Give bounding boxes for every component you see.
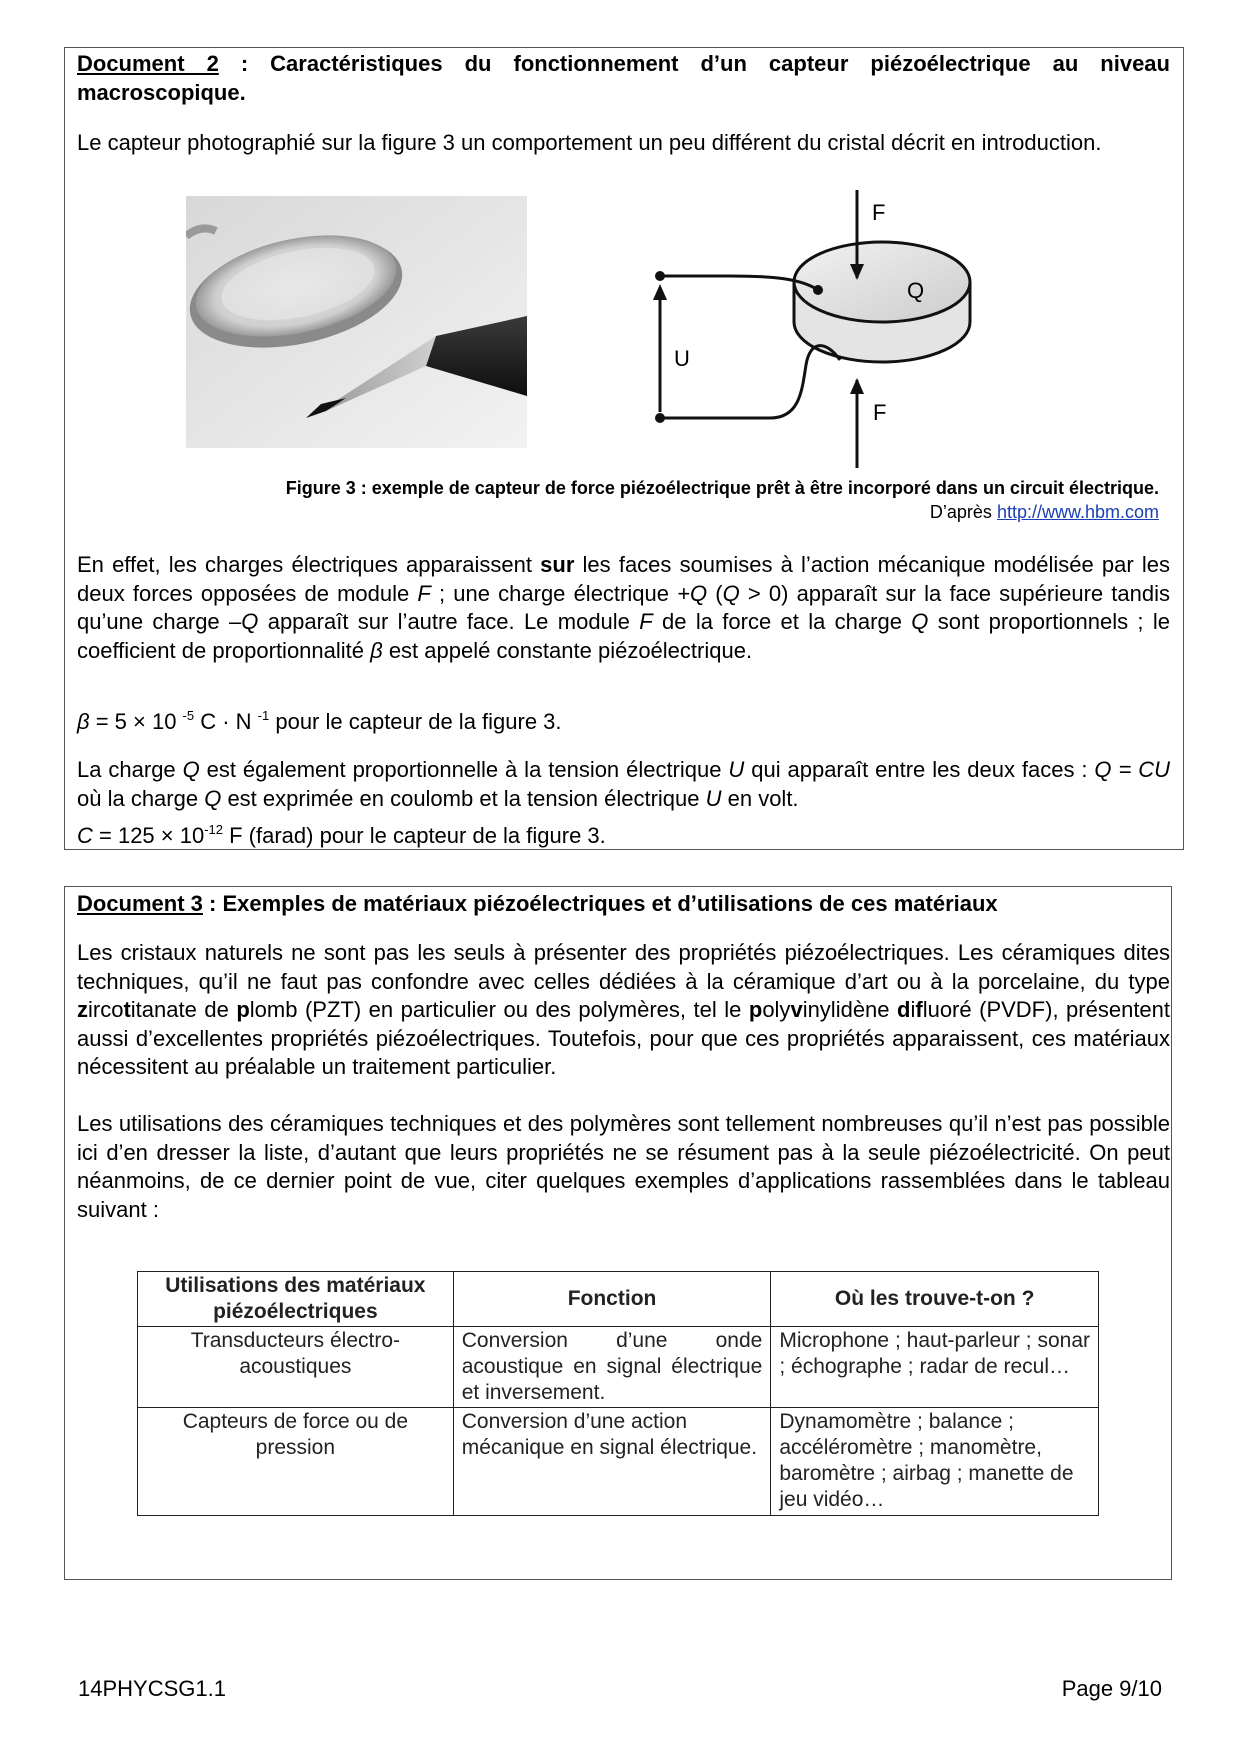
figure-source: D’après http://www.hbm.com (929, 502, 1159, 522)
figure-caption: Figure 3 : exemple de capteur de force piézoélectrique prêt à être incorporé dans un circuit électrique. (285, 478, 1159, 498)
table-row (138, 1327, 1099, 1408)
table-row (138, 1408, 1099, 1516)
table-cell: Dynamomètre ; balance ; accéléromètre ; manomètre, baromètre ; airbag ; manette de jeu vidéo… (771, 1408, 1099, 1516)
beta-value-line: β = 5 × 10 $^{-5}$ C · N $^{-1}$ pour le capteur de la figure 3. (77, 708, 562, 734)
source-link[interactable]: http://www.hbm.com (996, 502, 1159, 522)
label-charge: Q (907, 278, 925, 303)
table-cell: Conversion d’une onde acoustique en signal électrique et inversement. (453, 1327, 771, 1408)
table-cell: Transducteurs électro-acoustiques (138, 1327, 454, 1408)
table-cell: Capteurs de force ou de pression (138, 1408, 454, 1516)
applications-table (137, 1271, 1099, 1516)
piezo-schematic-drawing (630, 190, 1000, 470)
doc2-paragraph-1: En effet, les charges électriques apparaissent sur les faces soumises à l’action mécanique modélisée par les deux forces opposées de module F ; une charge électrique +Q (Q > 0) apparaît sur la face supérieure tandis qu’une charge –Q apparaît sur l’autre face. Le module F de la force et la charge Q sont proportionnels ; le coefficient de proportionnalité β est appelé constante piézoélectrique. (77, 552, 1170, 663)
doc3-paragraph-1: Les cristaux naturels ne sont pas les seuls à présenter des propriétés piézoélectriques. Les céramiques dites techniques, qu’il ne faut pas confondre avec celles dédiées à la céramique d’art ou à la porcelaine, du type zircotitanate de plomb (PZT) en particulier ou des polymères, tel le polyvinylidène difluoré (PVDF), présentent aussi d’excellentes propriétés piézoélectriques. Toutefois, pour que ces propriétés apparaissent, ces matériaux nécessitent au préalable un traitement particulier. (77, 940, 1171, 1080)
label-force-bottom: F (873, 400, 887, 425)
table-cell: Microphone ; haut-parleur ; sonar ; échographe ; radar de recul… (771, 1327, 1099, 1408)
doc3-title: Document 3 : Exemples de matériaux piézoélectriques et d’utilisations de ces matériaux (77, 891, 998, 916)
table-cell: Conversion d’une action mécanique en signal électrique. (453, 1408, 771, 1516)
label-voltage: U (674, 346, 690, 371)
table-header-cell: Fonction (453, 1272, 771, 1327)
doc2-title: Document 2 : Caractéristiques du fonctionnement d’un capteur piézoélectrique au niveau macroscopique. (77, 51, 1170, 105)
footer-page-number: Page 9/10 (1061, 1676, 1162, 1701)
piezo-schematic (630, 190, 1000, 470)
table-header-cell: Où les trouve-t-on ? (771, 1272, 1099, 1327)
table-header-row (138, 1272, 1099, 1327)
doc2-paragraph-2: La charge Q est également proportionnelle à la tension électrique U qui apparaît entre les deux faces : Q = CU où la charge Q est exprimée en coulomb et la tension électrique U en volt. (77, 757, 1170, 811)
sensor-photo-image (186, 196, 527, 448)
table-header-cell: Utilisations des matériaux piézoélectriques (138, 1272, 454, 1327)
sensor-photo (186, 196, 527, 448)
doc3-paragraph-2: Les utilisations des céramiques techniques et des polymères sont tellement nombreuses qu’il n’est pas possible ici d’en dresser la liste, d’autant que leurs propriétés ne se résument pas à la seule piézoélectricité. On peut néanmoins, de ce dernier point de vue, citer quelques exemples d’applications rassemblées dans le tableau suivant : (77, 1111, 1170, 1222)
doc2-intro: Le capteur photographié sur la figure 3 un comportement un peu différent du cristal décrit en introduction. (77, 130, 1102, 155)
capacitance-value-line: $C = 125 \times 10^{-12}$ F (farad) pour le capteur de la figure 3. (77, 822, 606, 848)
footer-code: 14PHYCSG1.1 (78, 1676, 226, 1701)
label-force-top: F (872, 200, 886, 225)
